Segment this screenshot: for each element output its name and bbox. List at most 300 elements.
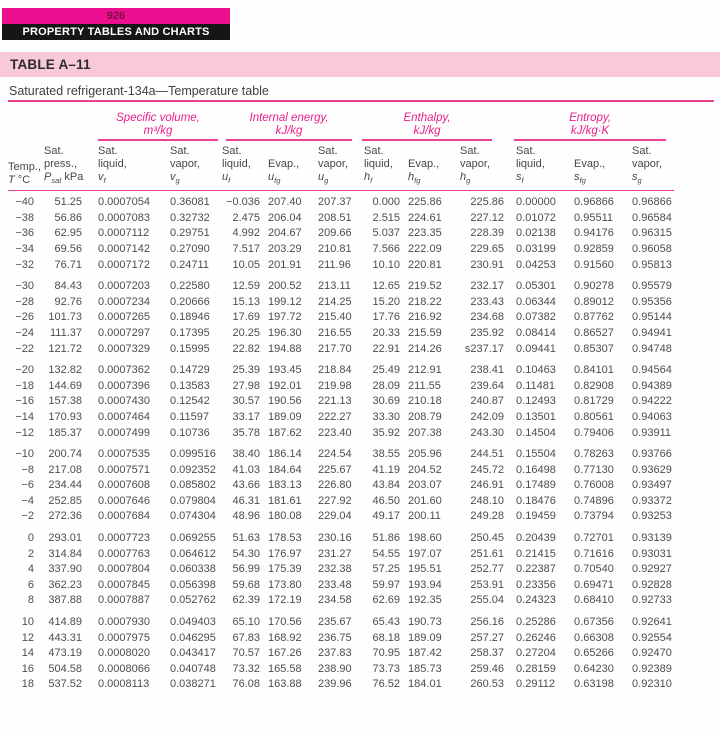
cell: 0.29112 [516, 678, 555, 691]
cell: 0.079804 [170, 494, 216, 507]
cell: 7.517 [232, 242, 261, 255]
cell: 173.80 [268, 578, 302, 591]
cell: 0.94564 [632, 364, 672, 377]
cell: 237.83 [318, 647, 352, 660]
property-table [8, 106, 674, 693]
cell: 251.61 [470, 547, 505, 560]
cell: 0.24323 [516, 594, 556, 607]
cell: 196.30 [268, 326, 302, 339]
cell: 223.40 [318, 426, 352, 439]
cell: 0.17395 [170, 326, 210, 339]
cell: 0.84101 [574, 364, 614, 377]
cell: 43.84 [372, 479, 401, 492]
cell: 213.11 [318, 280, 351, 293]
cell: 65.43 [372, 616, 401, 629]
cell: 230.16 [318, 532, 352, 545]
cell: 54.30 [232, 547, 261, 560]
cell: 250.45 [470, 532, 505, 545]
column-group-header: Internal energy, kJ/kg [218, 106, 362, 141]
cell: 215.59 [408, 326, 442, 339]
table-row [8, 242, 674, 258]
cell: 0.94176 [574, 227, 614, 240]
cell: 0.79406 [574, 426, 614, 439]
cell: 203.29 [268, 242, 302, 255]
cell: 0.069255 [170, 532, 216, 545]
cell: 197.72 [268, 311, 302, 324]
cell: 0.0007464 [98, 410, 150, 423]
cell: 0.16498 [516, 463, 556, 476]
cell: 198.60 [408, 532, 442, 545]
cell: 4.992 [232, 227, 261, 240]
cell: 362.23 [48, 578, 82, 591]
cell: 0.0007763 [98, 547, 150, 560]
column-header: Sat. liquid, $u_f$ [218, 141, 260, 191]
cell: 204.52 [408, 463, 442, 476]
cell: 215.40 [318, 311, 352, 324]
column-header: Temp., T °C [8, 141, 34, 191]
cell: 0.69471 [574, 578, 614, 591]
cell: 0.15995 [170, 342, 210, 355]
cell: 0.0007887 [98, 594, 150, 607]
table-row [8, 646, 674, 662]
table-row [8, 677, 674, 693]
cell: 240.87 [470, 395, 505, 408]
table-row [8, 191, 674, 211]
cell: 0.0007142 [98, 242, 150, 255]
cell: 73.32 [232, 662, 261, 675]
cell: 56.86 [54, 211, 82, 224]
cell: 41.03 [232, 463, 261, 476]
cell: 0.03199 [516, 242, 556, 255]
table-row [8, 662, 674, 678]
table-row [8, 494, 674, 510]
table-row [8, 525, 674, 547]
cell: 185.37 [48, 426, 82, 439]
cell: 0.26246 [516, 631, 556, 644]
cell: 8 [27, 594, 34, 607]
cell: 0.93031 [632, 547, 672, 560]
cell: −10 [15, 448, 34, 461]
cell: 57.25 [372, 563, 401, 576]
cell: 0.0007297 [98, 326, 150, 339]
cell: 0.0007646 [98, 494, 150, 507]
cell: 0.80561 [574, 410, 614, 423]
cell: 224.54 [318, 448, 352, 461]
cell: 51.63 [232, 532, 261, 545]
cell: 225.86 [470, 196, 505, 209]
cell: −40 [15, 196, 34, 209]
cell: 246.91 [470, 479, 505, 492]
cell: 252.85 [48, 494, 82, 507]
cell: −14 [15, 410, 34, 423]
cell: 204.67 [268, 227, 302, 240]
cell: 178.53 [268, 532, 302, 545]
cell: 38.40 [232, 448, 261, 461]
column-header: Sat. vapor, $h_g$ [450, 141, 504, 191]
cell: 180.08 [268, 510, 302, 523]
cell: 200.74 [48, 448, 82, 461]
cell: −0.036 [226, 196, 261, 209]
cell: 0.92733 [632, 594, 672, 607]
table-row [8, 357, 674, 379]
column-header: Sat. liquid, $v_f$ [82, 141, 166, 191]
cell: 0.10463 [516, 364, 556, 377]
cell: 121.72 [48, 342, 82, 355]
cell: 0.0007535 [98, 448, 150, 461]
cell: 170.56 [268, 616, 302, 629]
table-row [8, 273, 674, 295]
cell: 236.75 [318, 631, 352, 644]
cell: 16 [21, 662, 34, 675]
cell: 0.73794 [574, 510, 614, 523]
cell: 0.0007430 [98, 395, 150, 408]
cell: 14 [21, 647, 34, 660]
cell: 0.23356 [516, 578, 556, 591]
cell: −38 [15, 211, 34, 224]
cell: 69.56 [54, 242, 82, 255]
cell: 167.26 [268, 647, 302, 660]
cell: 0.92641 [632, 616, 672, 629]
table-body [8, 191, 674, 693]
cell: 33.30 [372, 410, 401, 423]
cell: 0.94222 [632, 395, 672, 408]
cell: 15.20 [372, 295, 401, 308]
cell: −6 [21, 479, 34, 492]
cell: 5.037 [372, 227, 401, 240]
cell: 473.19 [48, 647, 82, 660]
cell: s237.17 [464, 342, 505, 355]
cell: 208.79 [408, 410, 442, 423]
table-row [8, 478, 674, 494]
cell: 222.27 [318, 410, 352, 423]
cell: 229.65 [470, 242, 505, 255]
cell: 238.41 [470, 364, 505, 377]
cell: 35.92 [372, 426, 401, 439]
cell: 2.475 [232, 211, 261, 224]
cell: 62.69 [372, 594, 401, 607]
cell: 0.93766 [632, 448, 672, 461]
cell: 67.83 [232, 631, 261, 644]
cell: 0.0007265 [98, 311, 150, 324]
cell: 219.52 [408, 280, 442, 293]
table-label-band [0, 52, 720, 77]
cell: 211.55 [408, 379, 441, 392]
cell: 256.16 [470, 616, 505, 629]
column-header: Sat. vapor, $u_g$ [310, 141, 362, 191]
cell: 0.22580 [170, 280, 210, 293]
page-number: 926 [2, 8, 230, 24]
cell: 76.08 [232, 678, 261, 691]
cell: 68.18 [372, 631, 401, 644]
cell: 0.93497 [632, 479, 672, 492]
cell: 207.40 [268, 196, 302, 209]
cell: 0.76008 [574, 479, 614, 492]
table-row [8, 342, 674, 358]
cell: 0.24711 [170, 258, 209, 271]
cell: 0.099516 [170, 448, 216, 461]
cell: 0.92470 [632, 647, 672, 660]
cell: 210.18 [408, 395, 442, 408]
cell: 101.73 [48, 311, 82, 324]
cell: 0.95511 [574, 211, 613, 224]
cell: 172.19 [268, 594, 302, 607]
cell: 7.566 [372, 242, 401, 255]
cell: 0.0007608 [98, 479, 150, 492]
cell: −12 [15, 426, 34, 439]
cell: 238.90 [318, 662, 352, 675]
cell: 0.092352 [170, 463, 216, 476]
cell: 73.73 [372, 662, 401, 675]
cell: 0.0007203 [98, 280, 150, 293]
cell: 28.09 [372, 379, 401, 392]
cell: 0.93911 [632, 426, 671, 439]
cell: 537.52 [48, 678, 82, 691]
cell: 132.82 [48, 364, 82, 377]
cell: 234.58 [318, 594, 352, 607]
cell: 0.01072 [516, 211, 556, 224]
table-row [8, 410, 674, 426]
column-header: Sat. vapor, $v_g$ [166, 141, 218, 191]
cell: −24 [15, 326, 34, 339]
cell: 205.96 [408, 448, 442, 461]
cell: 228.39 [470, 227, 505, 240]
cell: 0.93253 [632, 510, 672, 523]
cell: 200.52 [268, 280, 302, 293]
cell: 0.13583 [170, 379, 210, 392]
cell: 70.95 [372, 647, 401, 660]
cell: 184.64 [268, 463, 302, 476]
cell: 0.92554 [632, 631, 672, 644]
cell: 217.08 [48, 463, 82, 476]
cell: 0.95579 [632, 280, 672, 293]
cell: 12 [21, 631, 34, 644]
cell: 0.91560 [574, 258, 614, 271]
cell: 387.88 [48, 594, 82, 607]
cell: 170.93 [48, 410, 82, 423]
cell: 0.32732 [170, 211, 210, 224]
cell: 0.92859 [574, 242, 614, 255]
cell: 59.68 [232, 578, 261, 591]
cell: 0.96866 [632, 196, 672, 209]
cell: 62.39 [232, 594, 261, 607]
cell: 0.93629 [632, 463, 672, 476]
cell: 0.72701 [574, 532, 614, 545]
table-row [8, 609, 674, 631]
cell: 0.96315 [632, 227, 672, 240]
table-row [8, 295, 674, 311]
cell: 0.0007975 [98, 631, 150, 644]
cell: 0.046295 [170, 631, 216, 644]
subtitle-rule [8, 100, 714, 102]
cell: 0.87762 [574, 311, 614, 324]
cell: 0.22387 [516, 563, 556, 576]
cell: 25.49 [372, 364, 401, 377]
cell: 0.12493 [516, 395, 556, 408]
cell: 0.00000 [516, 196, 556, 209]
table-row [8, 578, 674, 594]
cell: 0.92927 [632, 563, 672, 576]
cell: 0.02138 [516, 227, 556, 240]
cell: 216.92 [408, 311, 442, 324]
table-row [8, 379, 674, 395]
cell: −16 [15, 395, 34, 408]
cell: 203.07 [408, 479, 442, 492]
cell: 51.25 [54, 196, 82, 209]
cell: 187.62 [268, 426, 302, 439]
cell: 38.55 [372, 448, 401, 461]
cell: 0.21415 [516, 547, 556, 560]
cell: 0.06344 [516, 295, 556, 308]
cell: 195.51 [408, 563, 442, 576]
cell: 0.0007362 [98, 364, 150, 377]
cell: 0.93372 [632, 494, 672, 507]
cell: 144.69 [48, 379, 82, 392]
cell: 255.04 [470, 594, 505, 607]
cell: 0.0007804 [98, 563, 150, 576]
cell: 56.99 [232, 563, 261, 576]
cell: 76.71 [54, 258, 82, 271]
cell: 0.94748 [632, 342, 672, 355]
cell: 0.0007112 [98, 227, 150, 240]
cell: 233.43 [470, 295, 505, 308]
cell: 0.96058 [632, 242, 672, 255]
cell: 0.0007499 [98, 426, 150, 439]
cell: 46.50 [372, 494, 401, 507]
cell: 0.0007396 [98, 379, 150, 392]
cell: 189.09 [268, 410, 302, 423]
cell: 0.78263 [574, 448, 614, 461]
cell: 0.11597 [170, 410, 209, 423]
cell: 0.66308 [574, 631, 614, 644]
cell: 163.88 [268, 678, 302, 691]
cell: 194.88 [268, 342, 302, 355]
cell: 35.78 [232, 426, 261, 439]
cell: 0.77130 [574, 463, 614, 476]
cell: 0.95813 [632, 258, 672, 271]
cell: 0.0007054 [98, 196, 150, 209]
cell: 43.66 [232, 479, 261, 492]
cell: 22.91 [372, 342, 401, 355]
cell: 0.89012 [574, 295, 614, 308]
cell: 199.12 [268, 295, 302, 308]
cell: 221.13 [318, 395, 352, 408]
cell: 185.73 [408, 662, 442, 675]
cell: 184.01 [408, 678, 442, 691]
cell: 192.01 [268, 379, 302, 392]
cell: 0.0007723 [98, 532, 150, 545]
cell: 0.81729 [574, 395, 614, 408]
cell: 235.67 [318, 616, 352, 629]
table-row [8, 310, 674, 326]
cell: −28 [15, 295, 34, 308]
cell: 259.46 [470, 662, 505, 675]
cell: 59.97 [372, 578, 401, 591]
column-header: Sat. press., $P_{sat}$ kPa [34, 141, 82, 191]
cell: 260.53 [470, 678, 505, 691]
cell: −34 [15, 242, 34, 255]
cell: 0.040748 [170, 662, 216, 675]
cell: 222.09 [408, 242, 442, 255]
cell: 214.25 [318, 295, 352, 308]
cell: 227.92 [318, 494, 352, 507]
cell: 0.0008066 [98, 662, 150, 675]
cell: 192.35 [408, 594, 442, 607]
cell: 0.04253 [516, 258, 556, 271]
cell: −8 [21, 463, 34, 476]
cell: 0.68410 [574, 594, 614, 607]
cell: 207.38 [408, 426, 442, 439]
cell: −4 [21, 494, 34, 507]
table-head [8, 106, 674, 191]
cell: 17.76 [372, 311, 401, 324]
cell: 0.14729 [170, 364, 210, 377]
cell: 20.25 [232, 326, 261, 339]
cell: 12.59 [232, 280, 261, 293]
column-group-header: Enthalpy, kJ/kg [362, 106, 504, 141]
cell: 12.65 [372, 280, 401, 293]
cell: 0.064612 [170, 547, 216, 560]
cell: 206.04 [268, 211, 302, 224]
cell: 0.95356 [632, 295, 672, 308]
cell: 84.43 [54, 280, 82, 293]
cell: 0.18946 [170, 311, 210, 324]
cell: 0.08414 [516, 326, 556, 339]
cell: 157.38 [48, 395, 82, 408]
cell: 25.39 [232, 364, 261, 377]
table-row [8, 258, 674, 274]
cell: 0.13501 [516, 410, 556, 423]
cell: 414.89 [48, 616, 82, 629]
cell: 0.043417 [170, 647, 216, 660]
column-header: Evap., $u_{fg}$ [260, 141, 310, 191]
cell: −30 [15, 280, 34, 293]
cell: 0.93139 [632, 532, 672, 545]
cell: 0.92310 [632, 678, 672, 691]
cell: 20.33 [372, 326, 401, 339]
cell: 168.92 [268, 631, 302, 644]
cell: 0.95144 [632, 311, 672, 324]
cell: 0.049403 [170, 616, 216, 629]
cell: 0.0007930 [98, 616, 150, 629]
cell: 0.0007329 [98, 342, 150, 355]
cell: 234.44 [48, 479, 82, 492]
cell: 0 [27, 532, 34, 545]
cell: 226.80 [318, 479, 352, 492]
cell: 0.17489 [516, 479, 556, 492]
cell: 193.94 [408, 578, 442, 591]
cell: 211.96 [318, 258, 351, 271]
cell: 193.45 [268, 364, 302, 377]
cell: 0.19459 [516, 510, 556, 523]
cell: 0.14504 [516, 426, 556, 439]
cell: 0.15504 [516, 448, 556, 461]
cell: 207.37 [318, 196, 352, 209]
cell: 4 [27, 563, 34, 576]
cell: 0.92389 [632, 662, 672, 675]
cell: 187.42 [408, 647, 442, 660]
cell: 0.11481 [516, 379, 555, 392]
table-row [8, 463, 674, 479]
cell: 0.96584 [632, 211, 672, 224]
column-header: Sat. liquid, $h_f$ [362, 141, 400, 191]
cell: 0.056398 [170, 578, 216, 591]
cell: 231.27 [318, 547, 352, 560]
cell: 200.11 [408, 510, 441, 523]
cell: 216.55 [318, 326, 352, 339]
cell: 197.07 [408, 547, 442, 560]
cell: 0.0007571 [98, 463, 150, 476]
cell: 0.09441 [516, 342, 556, 355]
